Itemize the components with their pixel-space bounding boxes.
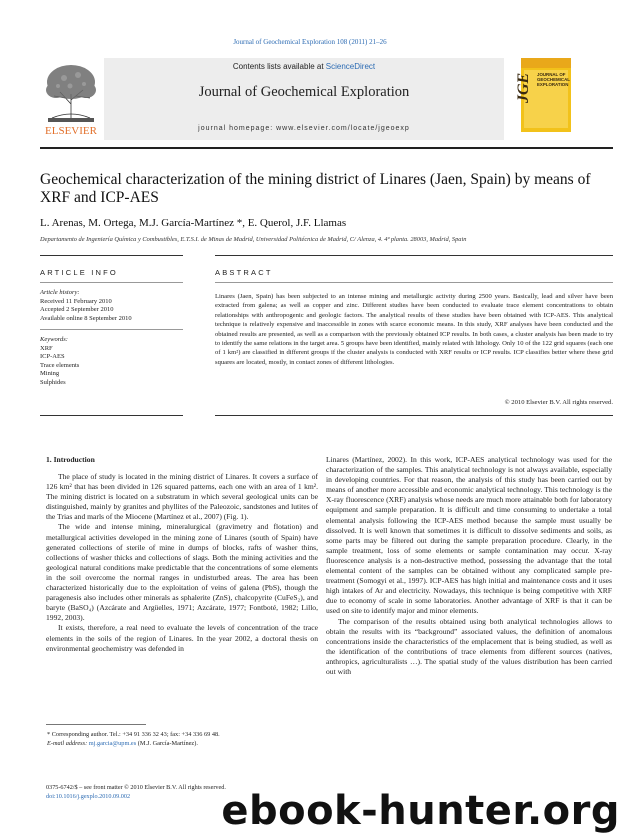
footnote-email-line [47, 739, 317, 748]
article-history [40, 289, 190, 323]
history-online: Available online 8 September 2010 [40, 314, 132, 322]
homepage-link[interactable]: www.elsevier.com/locate/jgeoexp [276, 125, 410, 132]
left-column-text [46, 472, 318, 654]
author-list: L. Arenas, M. Ortega, M.J. García-Martínez *, E. Querol, J.F. Llamas [40, 217, 347, 229]
article-info-top-rule [40, 255, 183, 256]
journal-name: Journal of Geochemical Exploration [198, 84, 410, 100]
keyword-item: Sulphides [40, 378, 66, 386]
contents-line [104, 62, 504, 71]
author-affiliation: Departamento de Ingeniería Química y Combustibles, E.T.S.I. de Minas de Madrid, Universidad Politécnica de Madrid, C/ Alenza, 4. 4ª planta. 28003, Madrid, Spain [40, 236, 467, 243]
publisher-wordmark: ELSEVIER [45, 125, 97, 137]
homepage-prefix: journal homepage: [198, 125, 277, 132]
keyword-item: Trace elements [40, 361, 80, 369]
abstract-bottom-rule [215, 415, 613, 416]
keywords-divider [40, 329, 183, 330]
journal-homepage [104, 125, 504, 132]
doi-link[interactable]: doi:10.1016/j.gexplo.2010.09.002 [46, 792, 131, 800]
abstract-heading: ABSTRACT [215, 268, 273, 277]
sciencedirect-link[interactable]: ScienceDirect [325, 62, 376, 71]
section-heading-introduction: 1. Introduction [46, 455, 95, 464]
keyword-item: ICP-AES [40, 353, 65, 361]
history-received: Received 11 February 2010 [40, 297, 112, 305]
header-rule [40, 147, 613, 149]
cover-abbreviation: JGE [515, 72, 532, 103]
right-column-text [326, 455, 612, 677]
watermark-text: ebook-hunter.org [221, 788, 620, 834]
article-info-bottom-rule [40, 415, 183, 416]
keywords-label: Keywords: [40, 336, 68, 343]
article-info-divider [40, 282, 183, 283]
keyword-item: XRF [40, 344, 53, 352]
issn-line: 0375-6742/$ – see front matter © 2010 Elsevier B.V. All rights reserved. [46, 784, 226, 791]
article-title: Geochemical characterization of the mining district of Linares (Jaen, Spain) by means of XRF and ICP-AES [40, 171, 591, 206]
keyword-item: Mining [40, 370, 60, 378]
contents-prefix: Contents lists available at [232, 62, 326, 71]
footnote-rule [46, 724, 146, 725]
article-info-heading: ARTICLE INFO [40, 268, 118, 277]
email-label: E-mail address: [47, 740, 89, 747]
cover-title: JOURNAL OF GEOCHEMICAL EXPLORATION [537, 72, 570, 87]
body-paragraph: The comparison of the results obtained using both analytical technologies allows to obtain the results with its “background” associated values, the definition of anomalous concentrations inside the characteristics of the emplacement that is being studied, as well as the identification of the contributions of trace elements from different sources (natives, anthropics, agriculturalists …). The spatial study of the values distribution has been carried out with [326, 616, 612, 676]
journal-citation[interactable]: Journal of Geochemical Exploration 108 (2011) 21–26 [233, 38, 387, 46]
body-paragraph: It exists, therefore, a real need to evaluate the levels of concentration of the trace elements in the soils of the region of Linares. In the year 2002, a doctoral thesis on environmental geochemistry was defended in [46, 623, 318, 653]
corresponding-author-footnote [47, 730, 317, 748]
abstract-divider [215, 282, 613, 283]
body-paragraph: The place of study is located in the mining district of Linares. It covers a surface of 126 km² that has been divided in 126 squared patterns, each one with an area of 1 km². The mining district is located on a substratum in which several geological units can be distinguished, mainly by granites and phyllites of the Paleozoic, sandstones and lutites of the Trias and marls of the Miocene (Martínez et al., 2007) (Fig. 1). [46, 472, 318, 522]
author-email-link[interactable]: mj.garcia@upm.es [88, 740, 137, 747]
abstract-top-rule [215, 255, 613, 256]
elsevier-logo [40, 60, 102, 138]
keywords-block [40, 336, 190, 388]
footnote-contact: * Corresponding author. Tel.: +34 91 336 32 43; fax: +34 336 69 48. [47, 731, 220, 738]
abstract-copyright: © 2010 Elsevier B.V. All rights reserved. [504, 399, 613, 406]
history-accepted: Accepted 2 September 2010 [40, 306, 114, 314]
body-paragraph: The wide and intense mining, mineralurgical (gravimetry and flotation) and metallurgical activities developed in the mining zone of Linares (south of Spain) have generated collections of sterile of mine in dumps of blocks, rafts of washer thins, collections of washer thicks and collections of slags. Both the mining activities and the geological natural conditions make predictable that the concentrations of some elements in the soil overcome the normal ranges in undisturbed areas. The area has been characterized historically due to the exploitation of veins of galena (PbS), though the paragenesis also includes other minerals as sphalerite (ZnS), chalcopyrite (CuFeS₂), and baryte (BaSO₄) (Azcárate and Argüelles, 1971; Azcárate, 1977; Fontboté, 1982; Lillo, 1992, 2003). [46, 522, 318, 623]
history-label: Article history: [40, 289, 80, 296]
journal-cover-thumbnail [515, 58, 571, 132]
body-paragraph: Linares (Martínez, 2002). In this work, ICP-AES analytical technology was used for the characterization of the samples. This analytical technology is not always available, especially in developing countries. For that reason, the analysis of this study has been carried out by means of another more accessible and economic analytical technology. This technology is the X-ray fluorescence (XRF) analysis whose needs are much more attainable both for laboratory equipment and sample preparation. It is difficult and time consuming to undertake a total elemental analysis following the ICP-AES method because the sample must usually be dissolved. It is well known that sometimes it is difficult to dissolve sediments and soils, as some parts may be filtered out during the sample preparation procedure. Clearly, in the sample treatment, loss of some elements or sample contamination may occur. X-ray fluorescence analysis is a non-destructive method, possessing the advantage that the total elemental content of the samples can be obtained without any complicated sample pre-treatment (Somogyi et al., 1997). ICP-AES has high initial and maintenance costs and it uses high intakes of Ar and electricity. Nowadays, this technique is being competitive with XRF due to economy of scale in some laboratories. Another advantage of XRF is that it can be used on site to identify major and minor elements. [326, 455, 612, 616]
email-suffix: (M.J. García-Martínez). [136, 740, 198, 747]
abstract-text: Linares (Jaen, Spain) has been subjected to an intense mining and metallurgic activity during 2500 years. Basically, lead and silver have been extracted from galena; as well as copper and zinc. Different studies have been conducted to evaluate trace element concentrations to obtain relationships with anthropogenic and geologic factors. The analytical results of these studies have been obtained with ICP-AES. This analytical technique is relatively expensive and inaccessible in zones with scarce economic means. In this study, XRF analyses have been conducted and the obtained results are presented, as well as a comparison with the previously obtained ICP results. In both cases, a cluster analysis has been made to try to identify the same relations in the target area. 5 groups have been identified, mainly related with lithology. Only 10 of the 122 grid squares (each one of 1 km²) are classified in different groups if the cluster analysis is conducted with XRF results or ICP results. ICP classifies better where these grid squares are located, mostly, in contact zones of different lithologies. [215, 293, 613, 366]
